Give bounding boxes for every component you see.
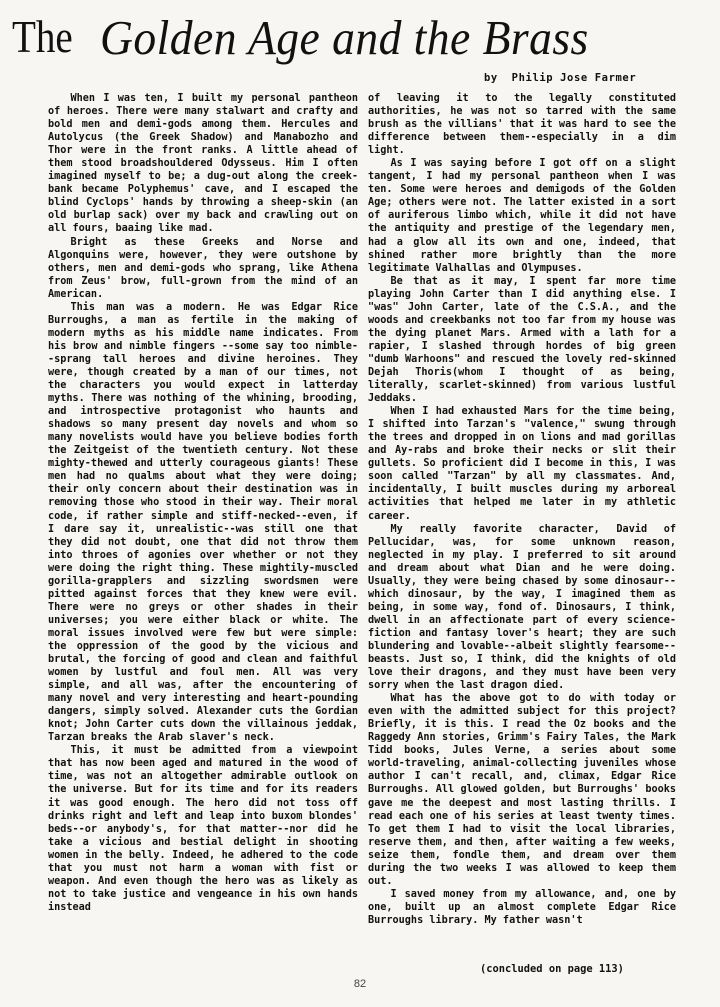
paragraph: of leaving it to the legally constituted authorities, he was not so tarred with the same brush as the villians' that it was hard to see the difference between them--especially in a dim light. bbox=[368, 93, 676, 157]
title-main: Golden Age and the Brass bbox=[100, 10, 589, 65]
article-title bbox=[12, 10, 712, 65]
paragraph: My really favorite character, David of Pellucidar, was, for some unknown reason, neglected in my play. I preferred to sit around and dream about what Dian and he were doing. Usually, they were being chased by some dinosaur--which dinosaur, by the way, I imagined them as being, in some way, fond of. Dinosaurs, I think, dwell in an affectionate part of every science-fiction and fantasy lover's heart; they are such blundering and lovable--albeit slightly fearsome--beasts. Just so, I think, did the knights of old love their dragons, and they must have been very sorry when the last dragon died. bbox=[368, 523, 676, 692]
paragraph: When I was ten, I built my personal pantheon of heroes. There were many stalwart and crafty and bold men and demi-gods among them. Hercules and Autolycus (the Greek Shadow) and Manabozho and Thor were in the front ranks. A little ahead of them stood broadshouldered Odysseus. Him I often imagined myself to be; a dug-out along the creek-bank became Polyphemus' cave, and I escaped the blind Cyclops' hands by throwing a sheep-skin (an old burlap sack) over my back and crawling out on all fours, baaing like mad. bbox=[48, 93, 358, 235]
paragraph: This man was a modern. He was Edgar Rice Burroughs, a man as fertile in the making of modern myths as his middle name indicates. From his brow and nimble fingers --some say too nimble--sprang tall heroes and divine heroines. They were, though created by a man of our times, not the characters you would expect in latterday myths. There was nothing of the whining, brooding, and introspective protagonist who haunts and shadows so many present day novels and whom so many novelists would have you believe bodies forth the Zeitgeist of the twentieth century. Not these mighty-thewed and utterly courageous giants! These men had no qualms about what they were doing; their only concern about their destination was in removing those who stood in their way. Their moral code, if rather simple and stiff-necked--even, if I dare say it, unrealistic--was still one that they did not doubt, one that did not throw them into throes of agonies over whether or not they were doing the right thing. These mightily-muscled gorilla-grapplers and sizzling swordsmen were pitted against forces that they knew were evil. There were no greys or other shades in their universes; you were either black or white. The moral issues involved were few but were simple: the oppression of the good by the vicious and brutal, the forcing of good and clean and faithful women by lustful and foul men. All was very simple, and all was, after the encountering of many novel and very interesting and heart-pounding dangers, simply solved. Alexander cuts the Gordian knot; John Carter cuts down the villainous jeddak, Tarzan breaks the Arab slaver's neck. bbox=[48, 301, 358, 744]
paragraph: Bright as these Greeks and Norse and Algonquins were, however, they were outshone by others, men and demi-gods who sprang, like Athena from Zeus' brow, full-grown from the mind of an American. bbox=[48, 236, 358, 300]
continuation-note: (concluded on page 113) bbox=[480, 963, 624, 975]
paragraph: What has the above got to do with today or even with the admitted subject for this project? Briefly, it is this. I read the Oz books and the Raggedy Ann stories, Grimm's Fairy Tales, the Mark Tidd books, Jules Verne, a series about some world-traveling, animal-collecting juveniles whose author I can't recall, and, climax, Edgar Rice Burroughs. All glowed golden, but Burroughs' books gave me the deepest and most lasting thrills. I read each one of his series at least twenty times. To get them I had to visit the local libraries, reserve them, and then, after waiting a few weeks, seize them, fondle them, and dream over them during the two weeks I was allowed to keep them out. bbox=[368, 693, 676, 887]
paragraph: This, it must be admitted from a viewpoint that has now been aged and matured in the wood of time, was not an altogether admirable outlook on the universe. But for its time and for its readers it was good enough. The hero did not toss off drinks right and left and leap into buxom blondes' beds--or anybody's, for that matter--nor did he take a vicious and bestial delight in shooting women in the belly. Indeed, he adhered to the code that you must not harm a woman with fist or weapon. And even though the hero was as likely as not to take justice and vengeance in his own hands instead bbox=[48, 745, 358, 913]
left-column bbox=[48, 92, 358, 914]
page-number: 82 bbox=[353, 978, 367, 990]
byline: by Philip Jose Farmer bbox=[484, 72, 637, 84]
paragraph: Be that as it may, I spent far more time playing John Carter than I did anything else. I "was" John Carter, late of the C.S.A., and the woods and creekbanks not too far from my house was the dying planet Mars. Armed with a lath for a rapier, I slashed through hordes of big green "dumb Warhoons" and rescued the lovely red-skinned Dejah Thoris(whom I thought of as being, literally, scarlet-skinned) from various lustful Jeddaks. bbox=[368, 275, 676, 405]
paragraph: I saved money from my allowance, and, one by one, built up an almost complete Edgar Rice Burroughs library. My father wasn't bbox=[368, 888, 676, 926]
right-column bbox=[368, 92, 676, 927]
paragraph: As I was saying before I got off on a slight tangent, I had my personal pantheon when I was ten. Some were heroes and demigods of the Golden Age; others were not. The latter existed in a sort of auriferous limbo which, while it did not have the antiquity and prestige of the legendary men, had a glow all its own and one, indeed, that shined rather more brightly than the more legitimate Valhallas and Olympuses. bbox=[368, 158, 676, 274]
paragraph: When I had exhausted Mars for the time being, I shifted into Tarzan's "valence," swung through the trees and dropped in on lions and mad gorillas and Ay-rabs and broke their necks or slit their gullets. So proficient did I become in this, I was soon called "Tarzan" by all my classmates. And, incidentally, I built muscles during my arboreal activities that helped me later in my athletic career. bbox=[368, 406, 676, 522]
title-the: The bbox=[12, 11, 73, 62]
